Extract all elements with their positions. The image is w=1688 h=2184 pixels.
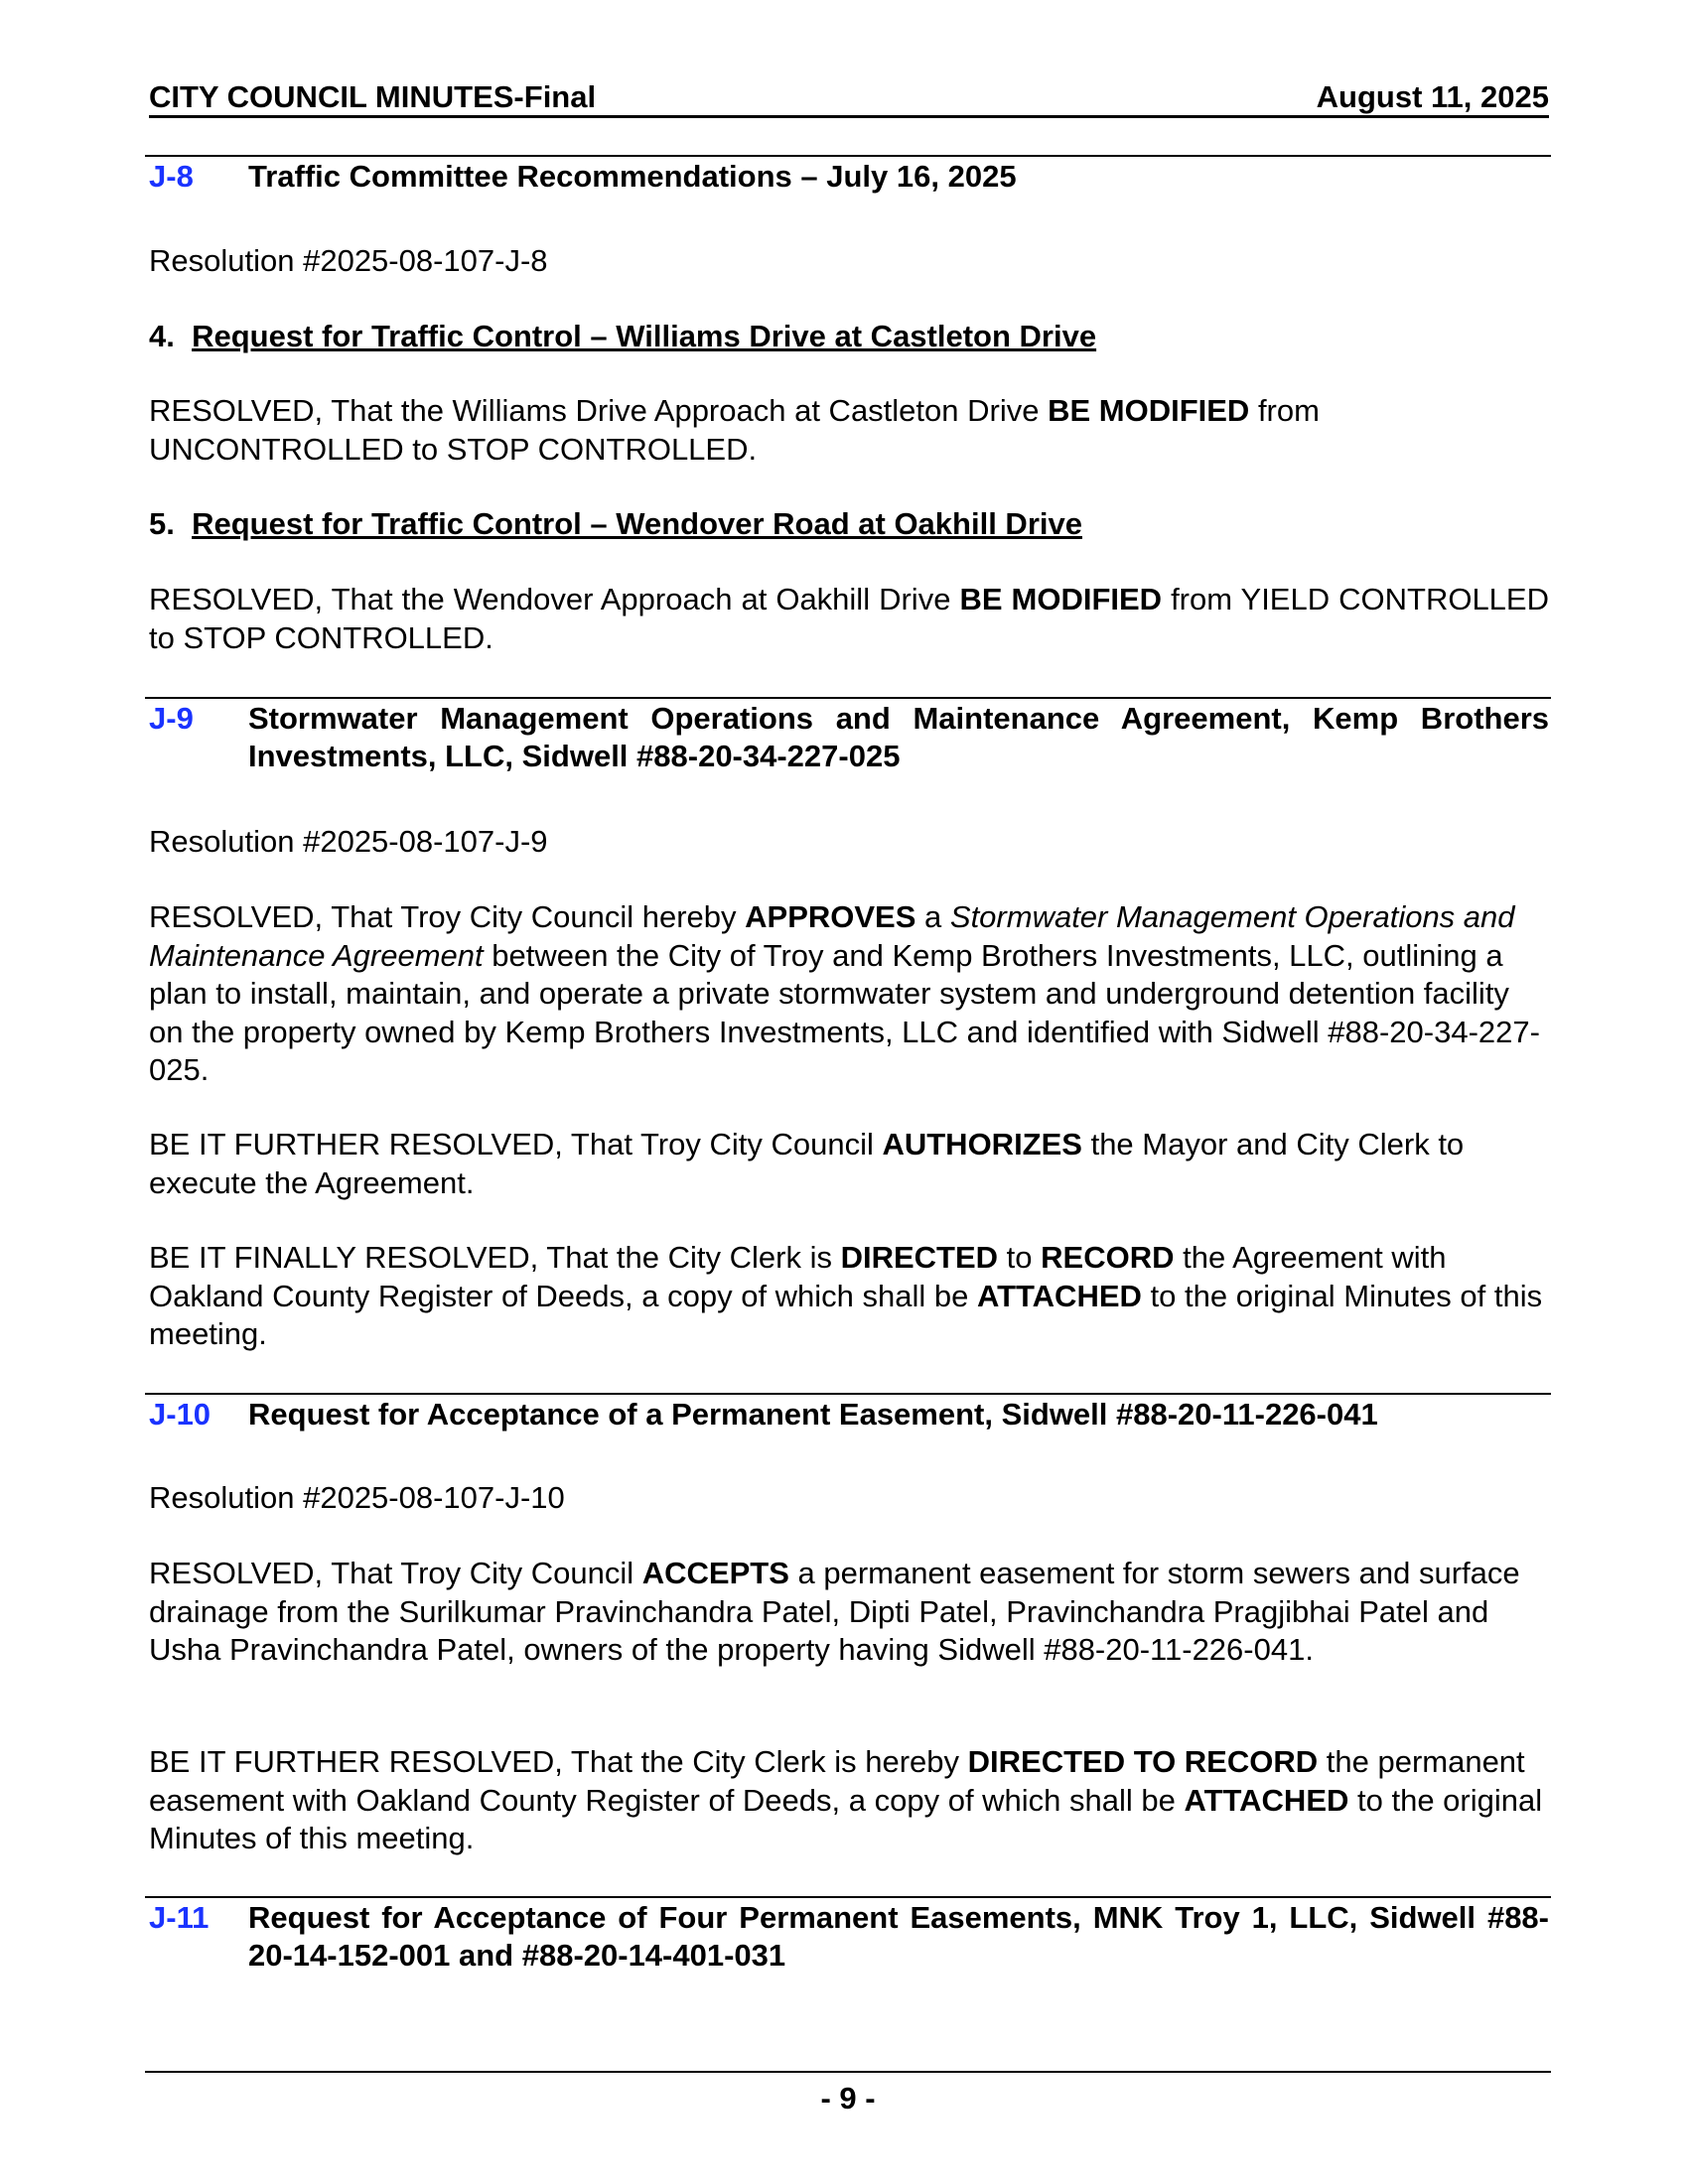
resolution-text: RESOLVED, That the Williams Drive Approach at Castleton Drive BE MODIFIED from UNCONTROLLED to STOP CONTROLLED. bbox=[149, 393, 1320, 467]
resolution-number: Resolution #2025-08-107-J-10 bbox=[149, 1480, 565, 1515]
resolution-number: Resolution #2025-08-107-J-8 bbox=[149, 243, 548, 278]
item-number: J-9 bbox=[149, 701, 194, 736]
item-number: J-8 bbox=[149, 159, 194, 194]
sub-item-heading-5 bbox=[149, 505, 1549, 543]
sub-item-title: Request for Traffic Control – Wendover Road at Oakhill Drive bbox=[192, 506, 1082, 541]
header-title: CITY COUNCIL MINUTES-Final bbox=[149, 79, 597, 114]
resolution-text: RESOLVED, That Troy City Council ACCEPTS a permanent easement for storm sewers and surface drainage from the Surilkumar Pravinchandra Patel, Dipti Patel, Pravinchandra Pragjibhai Patel and Usha Pravinchandra Patel, owners of the property having Sidwell #88-20-11-226-041. bbox=[149, 1556, 1520, 1667]
sub-item-heading-4 bbox=[149, 318, 1549, 355]
item-heading-j10 bbox=[149, 1396, 1549, 1433]
section-divider bbox=[145, 155, 1551, 157]
resolution-text: RESOLVED, That Troy City Council hereby APPROVES a Stormwater Management Operations and Maintenance Agreement between the City of Troy and Kemp Brothers Investments, LLC, outlining a plan to install, maintain, and operate a private stormwater system and underground detention facility on the property owned by Kemp Brothers Investments, LLC and identified with Sidwell #88-20-34-227-025. bbox=[149, 899, 1540, 1087]
item-title: Request for Acceptance of a Permanent Easement, Sidwell #88-20-11-226-041 bbox=[248, 1397, 1378, 1432]
resolution-text: RESOLVED, That the Wendover Approach at Oakhill Drive BE MODIFIED from YIELD CONTROLLED to STOP CONTROLLED. bbox=[149, 582, 1549, 655]
resolution-text: BE IT FURTHER RESOLVED, That Troy City Council AUTHORIZES the Mayor and City Clerk to execute the Agreement. bbox=[149, 1127, 1465, 1200]
item-heading-j9 bbox=[149, 700, 1549, 775]
section-divider bbox=[145, 1393, 1551, 1395]
item-number: J-11 bbox=[149, 1900, 210, 1935]
section-divider bbox=[145, 697, 1551, 699]
item-title: Traffic Committee Recommendations – July 16, 2025 bbox=[248, 159, 1017, 194]
item-heading-j11 bbox=[149, 1899, 1549, 1975]
item-number: J-10 bbox=[149, 1397, 211, 1432]
resolution-number: Resolution #2025-08-107-J-9 bbox=[149, 824, 548, 859]
sub-item-number: 5. bbox=[149, 506, 175, 541]
page-header bbox=[149, 79, 1549, 118]
item-title: Stormwater Management Operations and Maintenance Agreement, Kemp Brothers Investments, LLC, Sidwell #88-20-34-227-025 bbox=[248, 701, 1549, 773]
page-number: - 9 - bbox=[820, 2081, 876, 2116]
header-date: August 11, 2025 bbox=[1316, 79, 1549, 114]
item-title: Request for Acceptance of Four Permanent Easements, MNK Troy 1, LLC, Sidwell #88-20-14-152-001 and #88-20-14-401-031 bbox=[248, 1900, 1549, 1973]
resolution-text: BE IT FINALLY RESOLVED, That the City Clerk is DIRECTED to RECORD the Agreement with Oakland County Register of Deeds, a copy of which shall be ATTACHED to the original Minutes of this meeting. bbox=[149, 1240, 1543, 1351]
sub-item-title: Request for Traffic Control – Williams Drive at Castleton Drive bbox=[192, 319, 1097, 353]
item-heading-j8 bbox=[149, 158, 1549, 196]
section-divider bbox=[145, 1896, 1551, 1898]
resolution-text: BE IT FURTHER RESOLVED, That the City Clerk is hereby DIRECTED TO RECORD the permanent easement with Oakland County Register of Deeds, a copy of which shall be ATTACHED to the original Minutes of this meeting. bbox=[149, 1744, 1543, 1855]
sub-item-number: 4. bbox=[149, 319, 175, 353]
page-footer bbox=[145, 2071, 1551, 2116]
